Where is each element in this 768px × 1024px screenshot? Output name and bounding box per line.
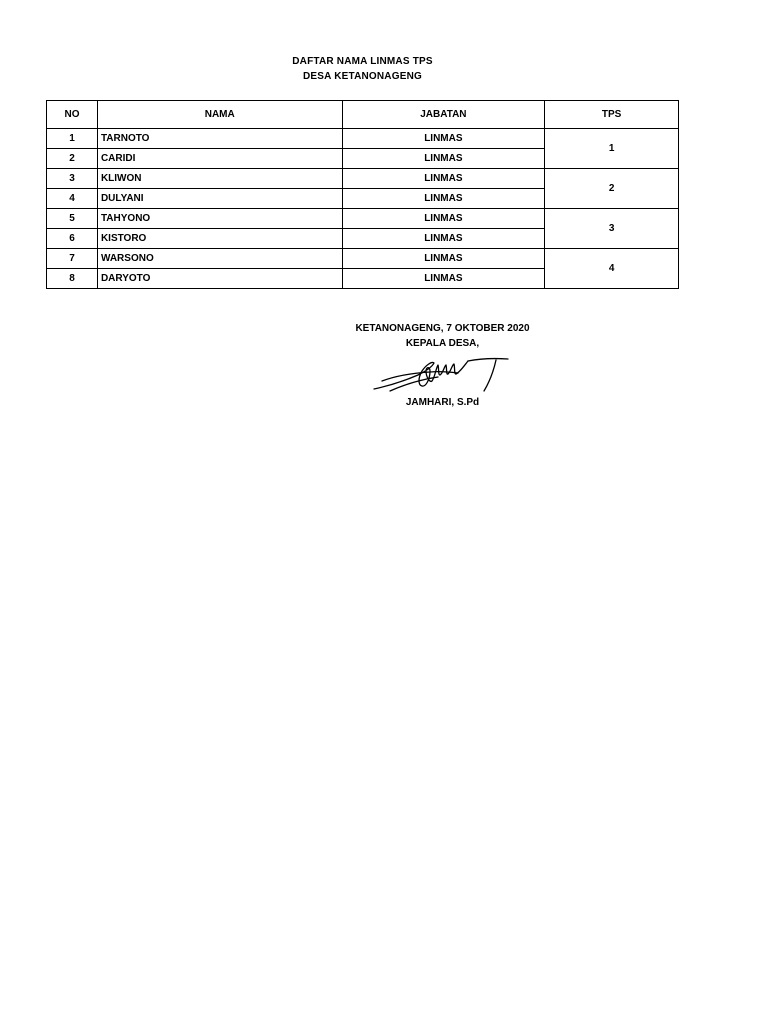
cell-nama: DARYOTO [97, 269, 342, 289]
title-line-2: DESA KETANONAGENG [303, 71, 422, 82]
cell-no: 2 [47, 149, 98, 169]
cell-nama: WARSONO [97, 249, 342, 269]
cell-tps: 2 [545, 169, 679, 209]
cell-tps: 4 [545, 249, 679, 289]
cell-jabatan: LINMAS [342, 169, 545, 189]
signatory-role: KEPALA DESA, [405, 338, 480, 349]
table-row [47, 129, 679, 149]
signatory-name: JAMHARI, S.Pd [405, 397, 480, 408]
table-row [47, 249, 679, 269]
cell-no: 8 [47, 269, 98, 289]
cell-jabatan: LINMAS [342, 249, 545, 269]
table-header-row [47, 101, 679, 129]
cell-nama: KLIWON [97, 169, 342, 189]
cell-jabatan: LINMAS [342, 189, 545, 209]
cell-jabatan: LINMAS [342, 149, 545, 169]
cell-no: 5 [47, 209, 98, 229]
column-header-no: NO [47, 101, 98, 129]
cell-no: 1 [47, 129, 98, 149]
cell-nama: TAHYONO [97, 209, 342, 229]
cell-tps: 1 [545, 129, 679, 169]
table-row [47, 209, 679, 229]
title-line-1: DAFTAR NAMA LINMAS TPS [292, 56, 433, 67]
cell-no: 3 [47, 169, 98, 189]
cell-jabatan: LINMAS [342, 209, 545, 229]
linmas-table [46, 100, 679, 289]
cell-jabatan: LINMAS [342, 129, 545, 149]
signature-image [368, 353, 518, 395]
cell-no: 4 [47, 189, 98, 209]
place-date: KETANONAGENG, 7 OKTOBER 2020 [355, 323, 530, 334]
cell-nama: DULYANI [97, 189, 342, 209]
document-title [0, 54, 725, 84]
cell-no: 7 [47, 249, 98, 269]
cell-jabatan: LINMAS [342, 229, 545, 249]
cell-jabatan: LINMAS [342, 269, 545, 289]
cell-nama: CARIDI [97, 149, 342, 169]
table-row [47, 169, 679, 189]
cell-nama: TARNOTO [97, 129, 342, 149]
column-header-nama: NAMA [97, 101, 342, 129]
column-header-tps: TPS [545, 101, 679, 129]
cell-tps: 3 [545, 209, 679, 249]
signature-block [300, 321, 585, 410]
column-header-jabatan: JABATAN [342, 101, 545, 129]
cell-nama: KISTORO [97, 229, 342, 249]
cell-no: 6 [47, 229, 98, 249]
